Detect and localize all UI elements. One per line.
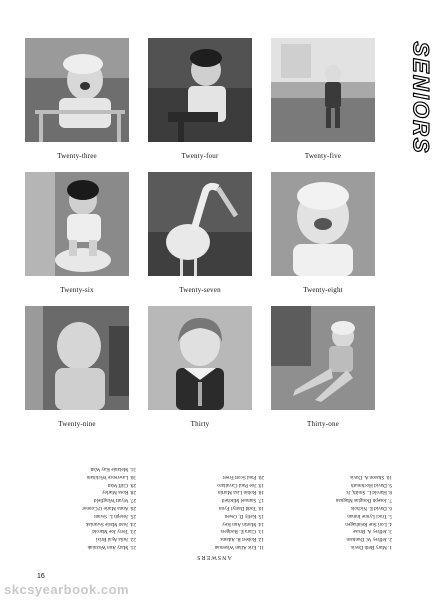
answer-item: 26. Anna Marie O'Connor <box>82 505 136 512</box>
answer-item: 5. Traci Lynne Inman <box>347 512 392 519</box>
baby-photo-7 <box>25 306 129 410</box>
photo-image <box>271 306 375 410</box>
answers-block <box>30 458 398 568</box>
answer-item: 16. Todd Darryl Fynn <box>218 505 264 512</box>
photo-caption-6: Twenty-eight <box>303 286 343 294</box>
answer-item: 19. Joe Paul Cavallaro <box>217 481 264 488</box>
answer-item: 4. Lori Sue Reinhagen <box>345 520 392 527</box>
photo-image <box>25 38 129 142</box>
photo-image <box>148 38 252 142</box>
photo-caption-4: Twenty-six <box>60 286 94 294</box>
answer-item: 25. Joseph L. Swant <box>94 512 136 519</box>
answer-item: 14. Martin Ann Key <box>222 520 264 527</box>
answers-column-1 <box>280 472 392 550</box>
answer-item: 29. Cliff Watt <box>107 481 136 488</box>
answer-item: 18. Robin Lisa Martin <box>217 489 264 496</box>
answer-item: 17. Samuel Mitchell <box>221 497 264 504</box>
answer-item: 21. Mary Ann Wozniak <box>87 544 136 550</box>
page-number: 16 <box>37 573 45 580</box>
photo-caption-1: Twenty-three <box>57 152 97 160</box>
section-tab-label: SENIORS <box>409 41 434 155</box>
answer-item: 22. Julia Ayal Brixi <box>95 536 136 543</box>
answer-item: 2. Jeffrey W. Dunham <box>346 536 392 543</box>
baby-photo-6 <box>271 172 375 276</box>
answer-item: 11. Eric Allan Wiseman <box>214 544 264 550</box>
baby-photo-1 <box>25 38 129 142</box>
photo-image <box>271 172 375 276</box>
photo-caption-7: Twenty-nine <box>58 420 96 428</box>
baby-photo-8 <box>148 306 252 410</box>
answer-item: 6. David E. Nichols <box>350 505 392 512</box>
site-watermark: skcsyearbook.com <box>4 582 130 597</box>
answer-item: 28. Ross Marley <box>101 489 136 496</box>
answer-item: 27. Wyatt Wingfield <box>93 497 136 504</box>
photo-image <box>25 172 129 276</box>
photo-image <box>25 306 129 410</box>
answer-item: 30. Lawrence Wickham <box>86 473 136 480</box>
answer-item: 20. Paul Scott Freet <box>223 473 264 480</box>
photo-image <box>148 172 252 276</box>
answer-item: 13. Clara E. Rodgers <box>220 528 264 535</box>
photo-caption-9: Thirty-one <box>307 420 339 428</box>
answer-item: 12. Robert R. Adams <box>220 536 264 543</box>
answer-item: 15. Kelly D. Owen <box>224 512 264 519</box>
baby-photo-4 <box>25 172 129 276</box>
answer-item: 24. Joan Marie Swaniak <box>85 520 136 527</box>
baby-photo-3 <box>271 38 375 142</box>
photo-caption-8: Thirty <box>190 420 210 428</box>
photo-image <box>271 38 375 142</box>
answer-item: 1. Mary Beth Davis <box>351 544 392 550</box>
answer-item: 3. Jeffrey A. Bruse <box>353 528 392 535</box>
answer-item: 8. Harold L. Smith, Jr. <box>345 489 392 496</box>
baby-photo-9 <box>271 306 375 410</box>
photo-caption-2: Twenty-four <box>181 152 219 160</box>
answers-column-2 <box>152 472 264 550</box>
answer-item: 9. David Hochmuth <box>350 481 392 488</box>
answer-item: 31. Melanie Kay Watt <box>90 466 136 473</box>
answer-item: 7. Joseph Douglas Magnan <box>335 497 392 504</box>
answers-column-3 <box>24 464 136 550</box>
baby-photo-2 <box>148 38 252 142</box>
answer-item: 10. Sharon A. Davis <box>350 473 392 480</box>
answer-item: 23. Terry Joe Marold <box>92 528 136 535</box>
photo-caption-5: Twenty-seven <box>179 286 221 294</box>
photo-image <box>148 306 252 410</box>
baby-photo-5 <box>148 172 252 276</box>
section-tab <box>408 38 434 158</box>
answers-title: ANSWERS <box>196 554 232 560</box>
photo-caption-3: Twenty-five <box>304 152 342 160</box>
